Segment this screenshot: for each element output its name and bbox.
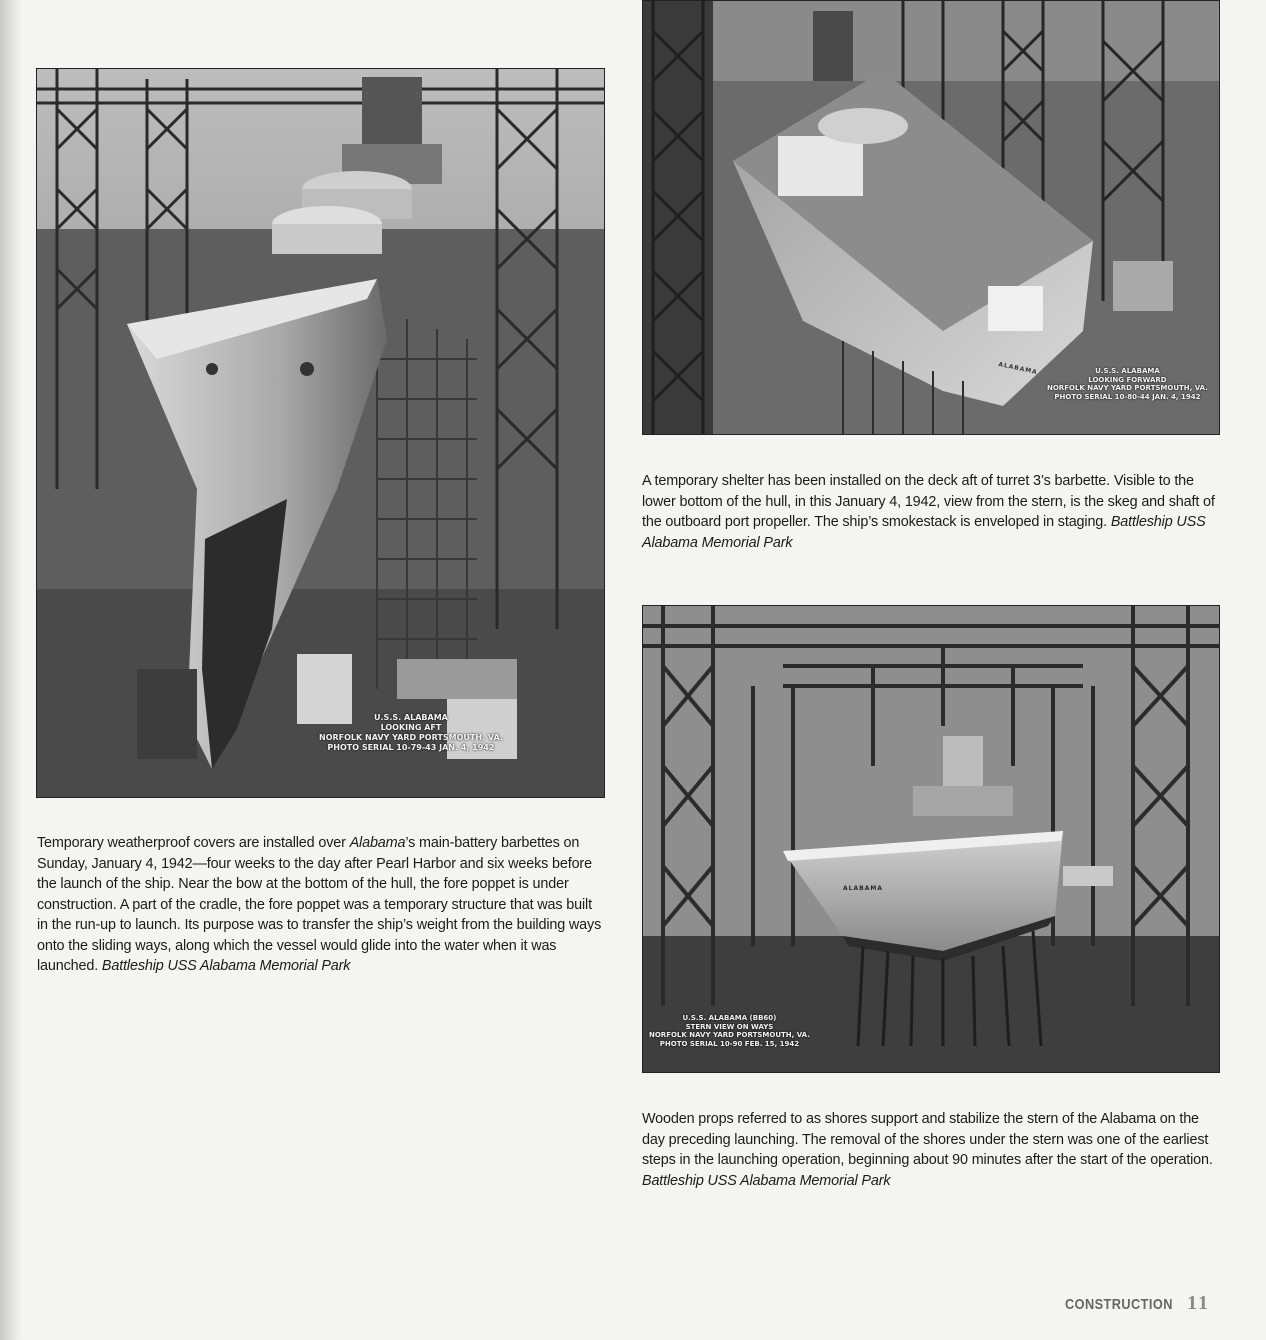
hull-name-label: ALABAMA (843, 885, 883, 892)
page-number: 11 (1187, 1292, 1210, 1314)
caption-text: Wooden props referred to as shores support and stabilize the stern of the Alabama on the day preceding launching. The removal of the shores under the stern was one of the earliest steps in the launching operation, beginning about 90 minutes after the start of the operation. (642, 1111, 1213, 1168)
photo-bow-looking-aft (36, 68, 605, 798)
caption-stern-forward-photo (642, 471, 1218, 553)
caption-text: A temporary shelter has been installed on the deck aft of turret 3’s barbette. Visible to the lower bottom of the hull, in this January 4, 1942, view from the stern, is the skeg and shaft of the outboard port propeller. The ship’s smokestack is enveloped in staging. (642, 473, 1215, 530)
photo-stern-view-on-ways (642, 605, 1220, 1073)
caption-text: Temporary weatherproof covers are installed over (37, 835, 350, 851)
photo-stamp: U.S.S. ALABAMA LOOKING AFT NORFOLK NAVY YARD PORTSMOUTH, VA. PHOTO SERIAL 10-79-43 JAN. 4, 1942 (319, 713, 503, 752)
shipyard-photo-graphic (37, 69, 604, 797)
section-title: CONSTRUCTION (1065, 1296, 1174, 1313)
photo-stern-looking-forward (642, 0, 1220, 435)
page-gutter-shadow (0, 0, 22, 1340)
ship-name: Alabama (349, 835, 406, 851)
caption-bow-photo (37, 833, 603, 977)
photo-stamp: U.S.S. ALABAMA LOOKING FORWARD NORFOLK NAVY YARD PORTSMOUTH, VA. PHOTO SERIAL 10-80-44 JAN. 4, 1942 (1047, 367, 1208, 401)
photo-stamp: U.S.S. ALABAMA (BB60) STERN VIEW ON WAYS NORFOLK NAVY YARD PORTSMOUTH, VA. PHOTO SERIAL 10-90 FEB. 15, 1942 (649, 1014, 810, 1048)
caption-text: ’s main-battery barbettes on Sunday, January 4, 1942—four weeks to the day after Pearl Harbor and six weeks before the launch of the ship. Near the bow at the bottom of the hull, the fore poppet is under construction. A part of the cradle, the fore poppet was a temporary structure that was built in the run-up to launch. Its purpose was to transfer the ship’s weight from the building ways onto the sliding ways, along which the vessel would glide into the water when it was launched. (37, 835, 602, 974)
photo-credit: Battleship USS Alabama Memorial Park (642, 514, 1206, 551)
photo-credit: Battleship USS Alabama Memorial Park (101, 958, 351, 974)
page-footer (1046, 1292, 1210, 1315)
caption-stern-ways-photo (642, 1109, 1214, 1191)
shipyard-photo-graphic (643, 606, 1219, 1072)
photo-credit: Battleship USS Alabama Memorial Park (642, 1172, 891, 1189)
hull-name-label: ALABAMA (997, 360, 1039, 377)
